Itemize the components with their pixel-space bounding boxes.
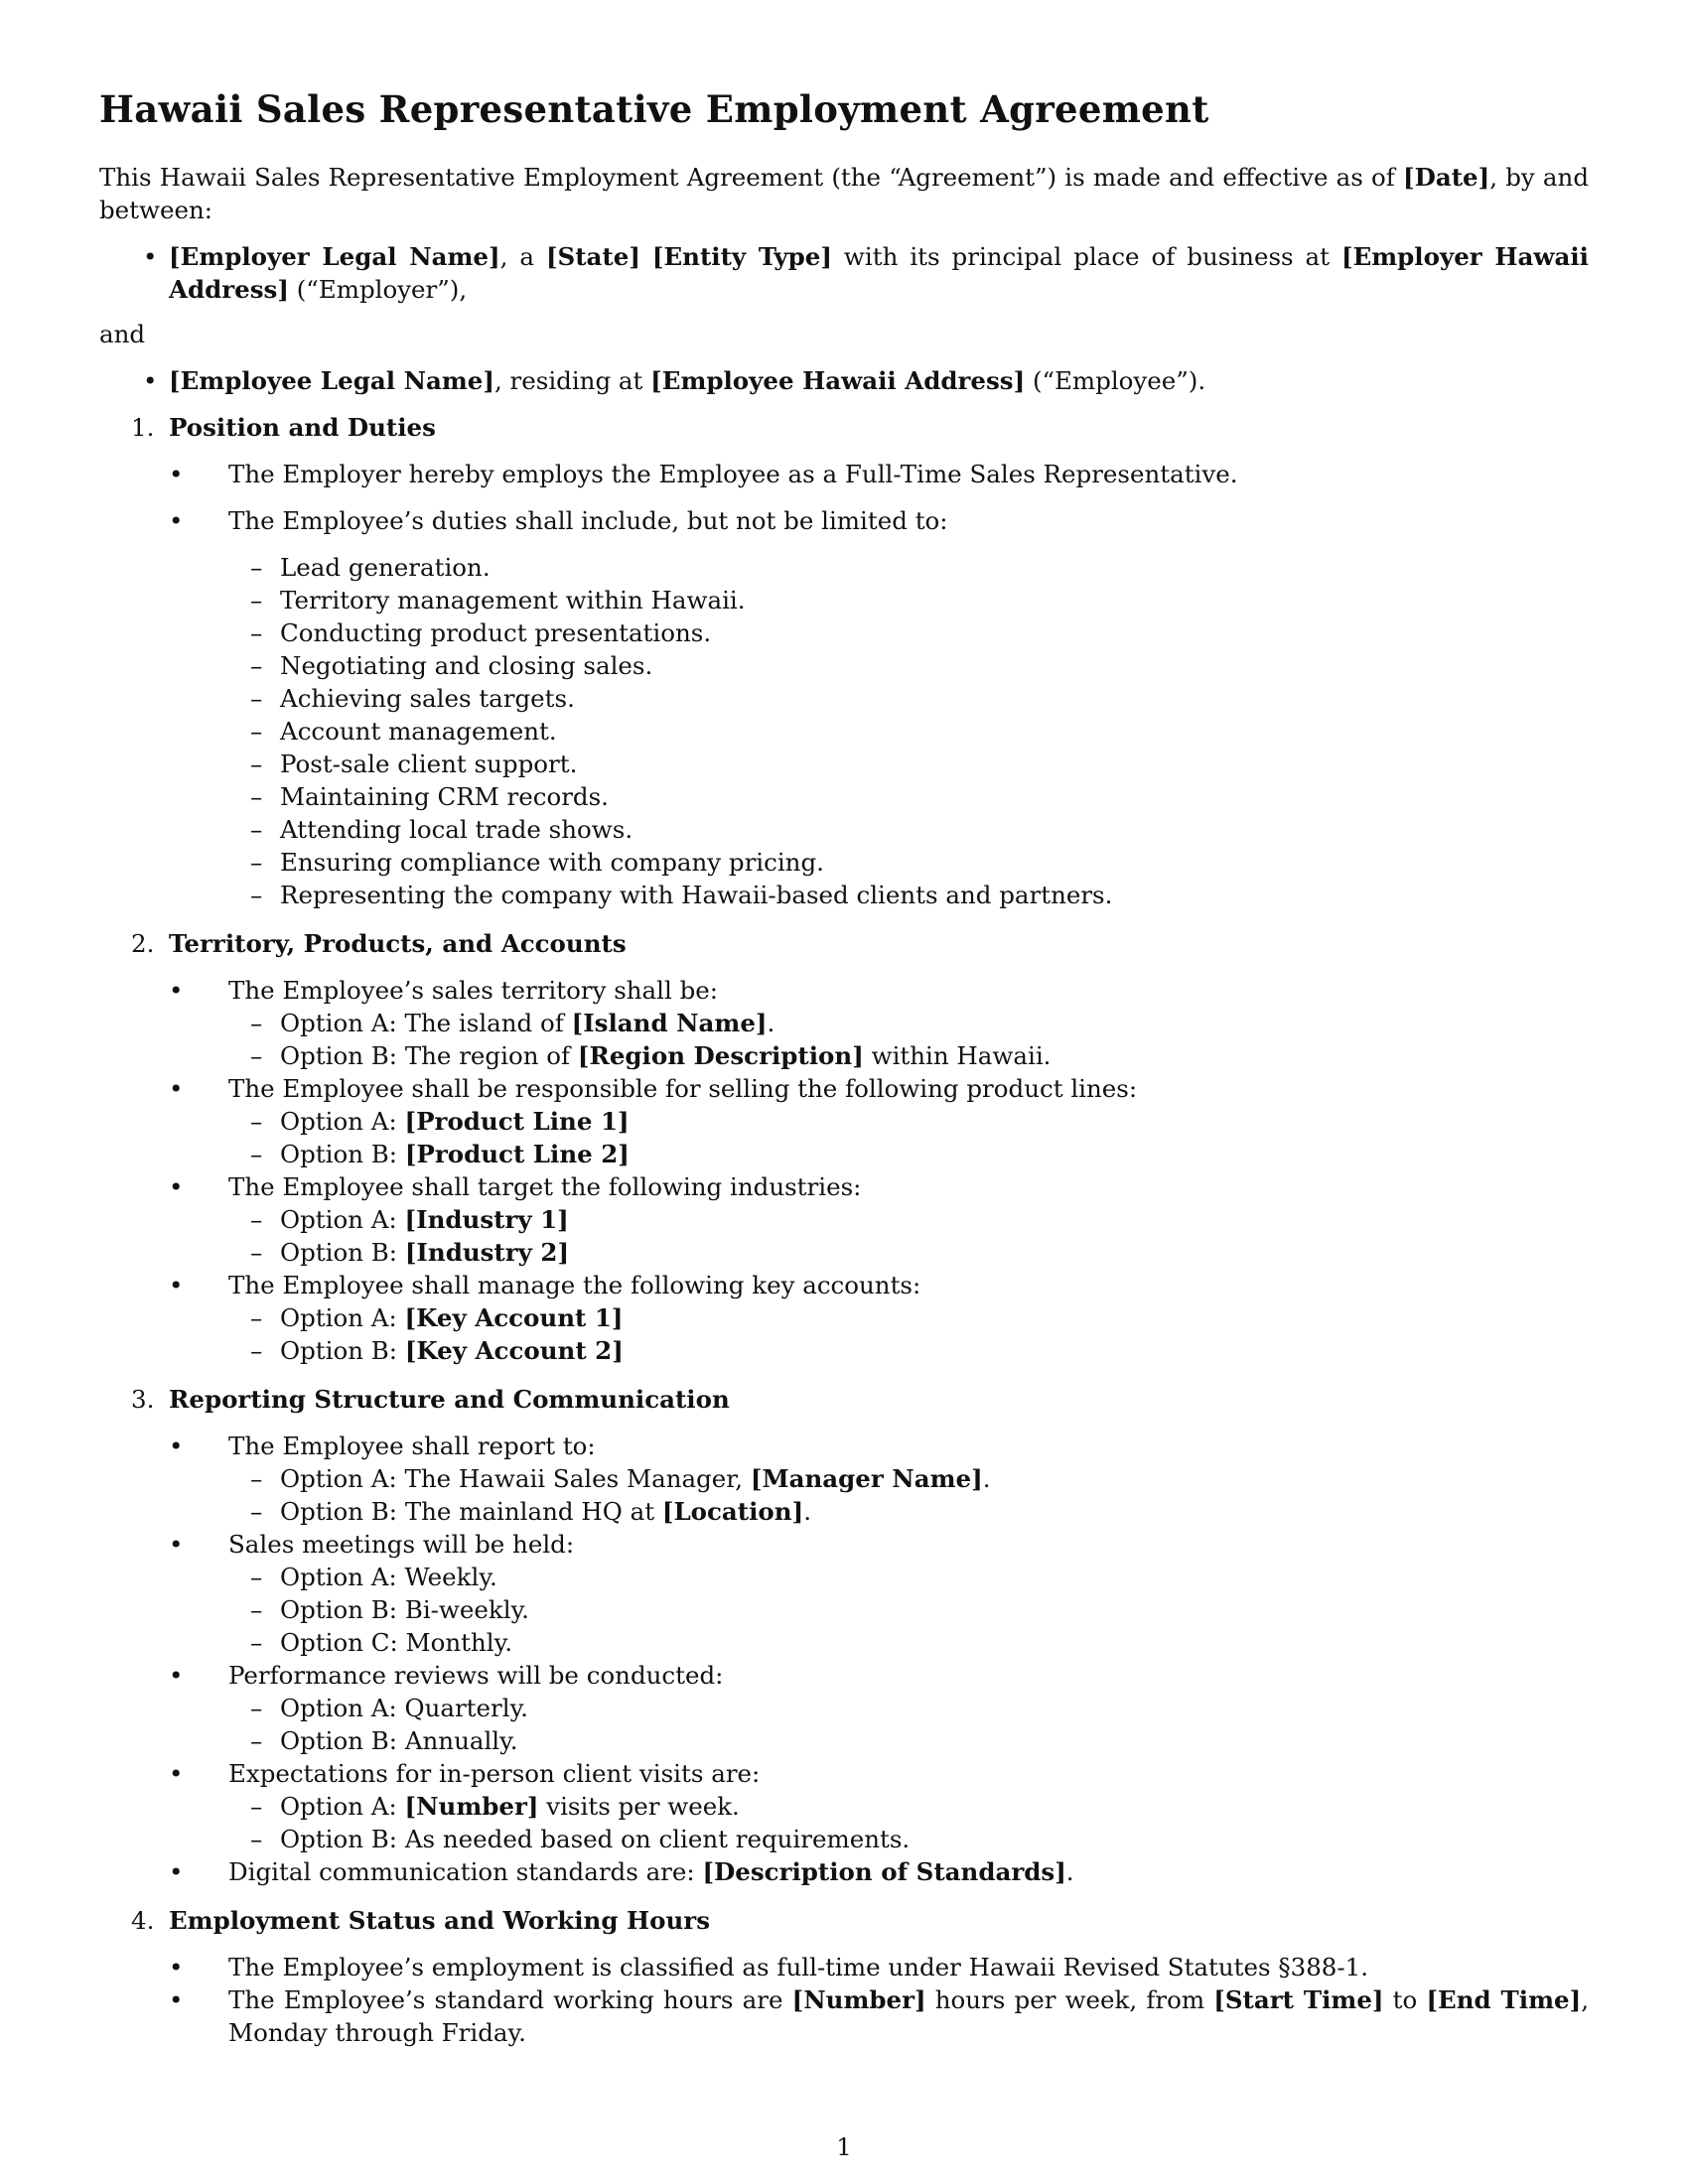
option-item: – Option A: [Industry 1] [228,1203,1589,1236]
option-item: – Option A: [Product Line 1] [228,1105,1589,1138]
duty-item: – Maintaining CRM records. [228,780,1589,813]
option-item: – Option B: The region of [Region Description] within Hawaii. [228,1039,1589,1072]
option-list [228,1561,1589,1659]
list-item: • The Employer hereby employs the Employee as a Full-Time Sales Representative. [169,458,1589,490]
section-4-bullets [169,1951,1589,2049]
option-item: – Option A: [Key Account 1] [228,1301,1589,1334]
duty-item: – Achieving sales targets. [228,682,1589,715]
list-item: • The Employee shall manage the following key accounts: – Option A: [Key Account 1] – Option B: [Key Account 2] [169,1269,1589,1367]
start-time-placeholder: [Start Time] [1213,1985,1384,2014]
section-number: 1. [131,413,155,442]
employer-name-placeholder: [Employer Legal Name] [169,242,500,271]
key-account-placeholder: [Key Account 1] [404,1303,624,1332]
option-item: – Option B: The mainland HQ at [Location]. [228,1495,1589,1528]
list-item: • The Employee shall target the following industries: – Option A: [Industry 1] – Option B: [Industry 2] [169,1170,1589,1269]
section-1 [99,411,1589,911]
option-item: – Option B: Annually. [228,1724,1589,1757]
section-2 [99,927,1589,1367]
option-list [228,1105,1589,1170]
list-item: • The Employee’s standard working hours are [Number] hours per week, from [Start Time] to [End Time], Monday through Friday. [169,1983,1589,2049]
section-title: Reporting Structure and Communication [169,1385,730,1414]
duty-item: – Post-sale client support. [228,748,1589,780]
option-list [228,1007,1589,1072]
document-title: Hawaii Sales Representative Employment Agreement [99,87,1209,131]
option-item: – Option C: Monthly. [228,1626,1589,1659]
duty-item: – Conducting product presentations. [228,616,1589,649]
duty-item: – Negotiating and closing sales. [228,649,1589,682]
duty-item: – Representing the company with Hawaii-based clients and partners. [228,879,1589,911]
intro-paragraph: This Hawaii Sales Representative Employment Agreement (the “Agreement”) is made and effective as of [Date], by and between: [99,163,1589,224]
state-placeholder: [State] [545,242,640,271]
option-item: – Option A: Weekly. [228,1561,1589,1593]
entity-type-placeholder: [Entity Type] [651,242,832,271]
location-placeholder: [Location] [661,1497,804,1526]
list-item: • Digital communication standards are: [Description of Standards]. [169,1855,1589,1888]
section-number: 4. [131,1906,155,1935]
manager-name-placeholder: [Manager Name] [750,1464,983,1493]
key-account-placeholder: [Key Account 2] [404,1336,624,1365]
employee-name-placeholder: [Employee Legal Name] [169,366,494,395]
section-2-bullets [169,974,1589,1367]
end-time-placeholder: [End Time] [1426,1985,1582,2014]
document-page [99,87,1589,2065]
option-list [228,1462,1589,1528]
list-item: • The Employee shall be responsible for selling the following product lines: – Option A: [Product Line 1] – Option B: [Product Line 2] [169,1072,1589,1170]
list-item: • The Employee’s employment is classified as full-time under Hawaii Revised Statutes §388-1. [169,1951,1589,1983]
option-item: – Option B: [Industry 2] [228,1236,1589,1269]
duty-item: – Account management. [228,715,1589,748]
region-placeholder: [Region Description] [577,1041,864,1070]
standards-placeholder: [Description of Standards] [702,1857,1066,1886]
employee-party-list [99,364,1589,397]
duty-item: – Lead generation. [228,551,1589,584]
employee-address-placeholder: [Employee Hawaii Address] [650,366,1026,395]
industry-placeholder: [Industry 1] [404,1205,569,1234]
option-item: – Option B: [Key Account 2] [228,1334,1589,1367]
section-3 [99,1383,1589,1888]
option-list [228,1692,1589,1757]
page-number: 1 [836,2132,852,2161]
option-item: – Option A: The island of [Island Name]. [228,1007,1589,1039]
product-line-placeholder: [Product Line 2] [404,1140,630,1168]
industry-placeholder: [Industry 2] [404,1238,570,1267]
list-item: • Performance reviews will be conducted: – Option A: Quarterly. – Option B: Annually. [169,1659,1589,1757]
section-number: 2. [131,929,155,958]
product-line-placeholder: [Product Line 1] [404,1107,630,1136]
sections-list [99,411,1589,2049]
section-number: 3. [131,1385,155,1414]
list-item: • The Employee’s duties shall include, but not be limited to: – Lead generation. – Territory management within Hawaii. – Conducting product presentations. – Negotiating and closing sales. – Achieving sales targets. – Account management. – Post-sale client support. – Maintaining CRM records. – Attending local trade shows. – Ensuring compliance with company pricing. – Representing the company with Hawaii-based clients and partners. [169,504,1589,911]
date-placeholder: [Date] [1403,163,1490,192]
section-title: Territory, Products, and Accounts [169,929,627,958]
hours-number-placeholder: [Number] [791,1985,926,2014]
option-item: – Option A: Quarterly. [228,1692,1589,1724]
section-1-bullets [169,458,1589,911]
section-4 [99,1904,1589,2049]
employee-party: • [Employee Legal Name], residing at [Employee Hawaii Address] (“Employee”). [99,364,1589,397]
section-title: Position and Duties [169,413,436,442]
number-placeholder: [Number] [404,1792,539,1821]
and-connector: and [99,320,146,348]
section-title: Employment Status and Working Hours [169,1906,710,1935]
option-item: – Option A: [Number] visits per week. [228,1790,1589,1823]
employer-party-list [99,240,1589,306]
list-item: • The Employee’s sales territory shall be: – Option A: The island of [Island Name]. – Option B: The region of [Region Description] within Hawaii. [169,974,1589,1072]
duty-item: – Attending local trade shows. [228,813,1589,846]
list-item: • The Employee shall report to: – Option A: The Hawaii Sales Manager, [Manager Name]. – Option B: The mainland HQ at [Location]. [169,1430,1589,1528]
option-list [228,1203,1589,1269]
option-item: – Option B: [Product Line 2] [228,1138,1589,1170]
list-item: • Expectations for in-person client visits are: – Option A: [Number] visits per week. – Option B: As needed based on client requirements. [169,1757,1589,1855]
option-item: – Option B: As needed based on client requirements. [228,1823,1589,1855]
duty-item: – Ensuring compliance with company pricing. [228,846,1589,879]
option-item: – Option A: The Hawaii Sales Manager, [Manager Name]. [228,1462,1589,1495]
option-item: – Option B: Bi-weekly. [228,1593,1589,1626]
employer-party: • [Employer Legal Name], a [State] [Entity Type] with its principal place of business at [Employer Hawaii Address] (“Employer”), [99,240,1589,306]
island-name-placeholder: [Island Name] [571,1009,768,1037]
list-item: • Sales meetings will be held: – Option A: Weekly. – Option B: Bi-weekly. – Option C: Monthly. [169,1528,1589,1659]
duties-list [228,551,1589,911]
duty-item: – Territory management within Hawaii. [228,584,1589,616]
section-3-bullets [169,1430,1589,1888]
employer-address-placeholder: [Employer Hawaii Address] [169,242,1589,304]
option-list [228,1301,1589,1367]
option-list [228,1790,1589,1855]
